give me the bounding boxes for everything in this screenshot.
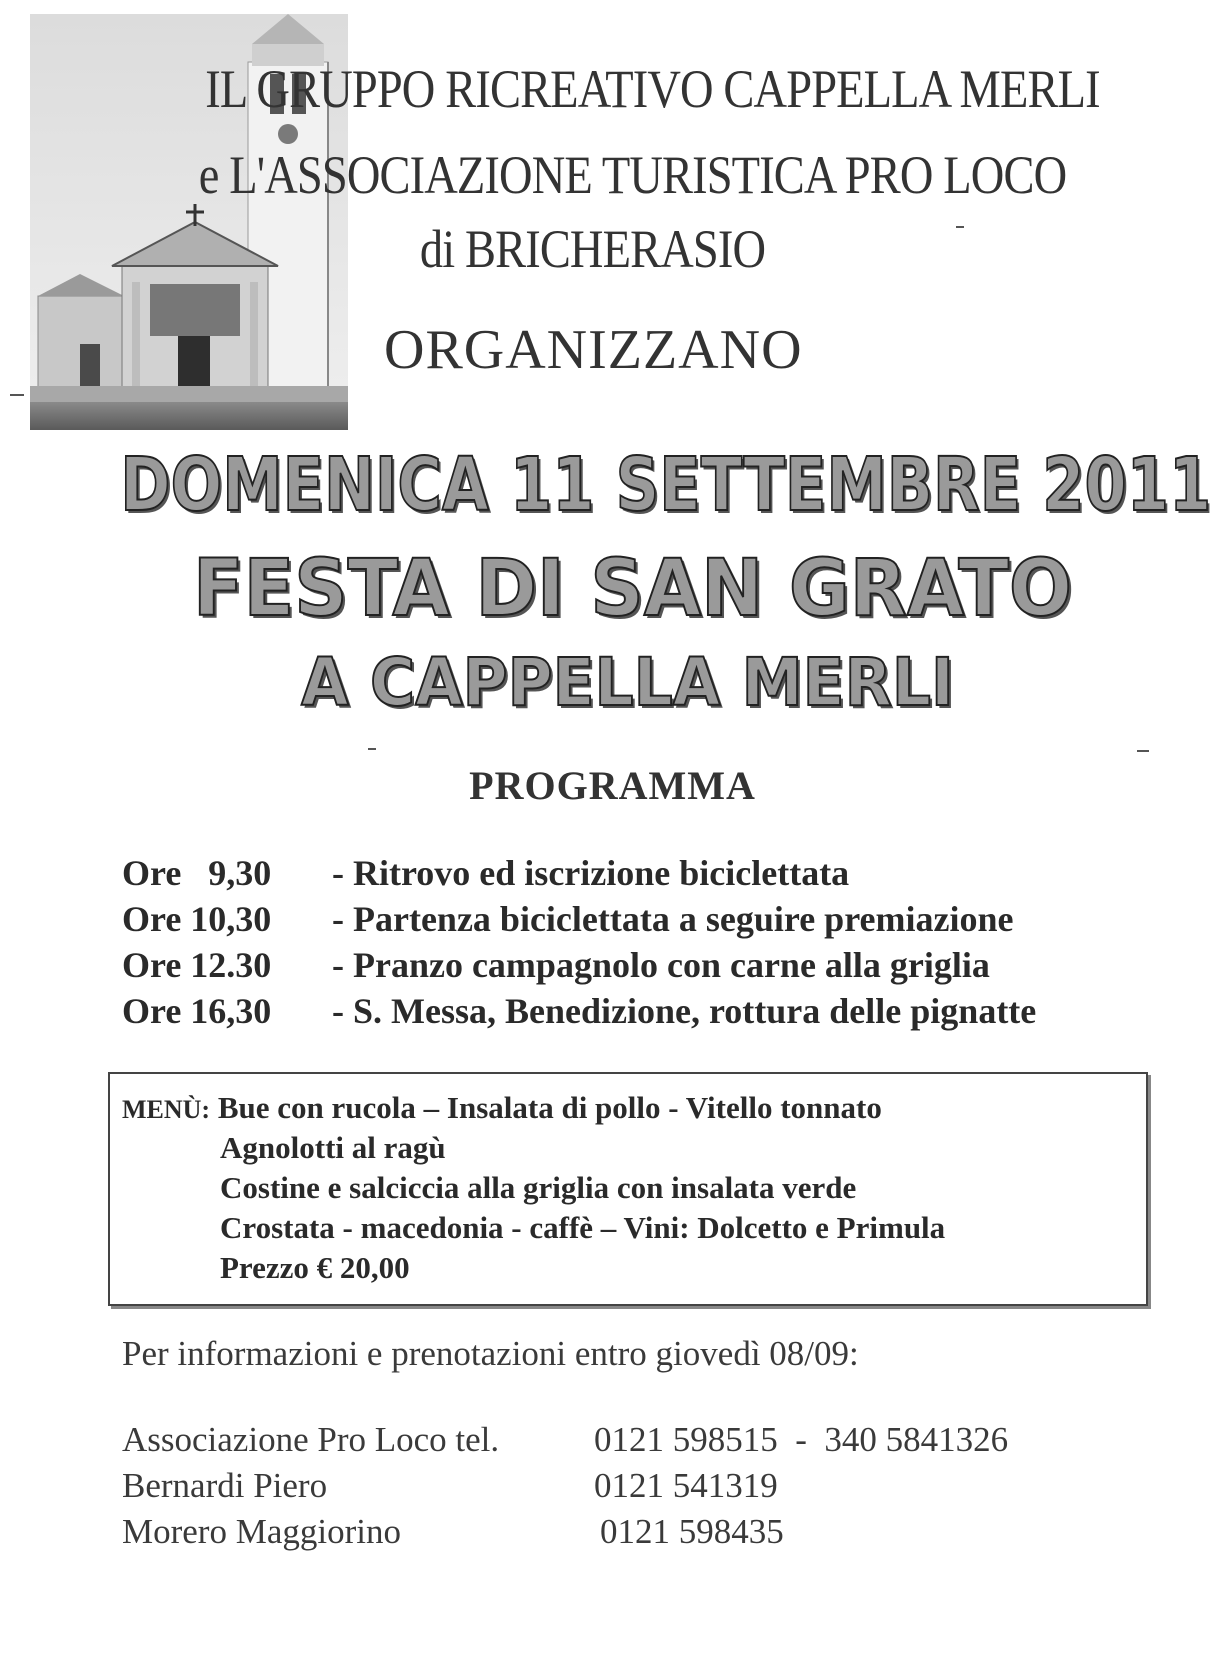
- programma-title: PROGRAMMA: [469, 763, 756, 808]
- contact-name: Associazione Pro Loco tel.: [122, 1420, 500, 1459]
- header-line-2: e L'ASSOCIAZIONE TURISTICA PRO LOCO: [198, 145, 1067, 205]
- contact-phone: 0121 598435: [600, 1512, 784, 1551]
- menu-price: Prezzo € 20,00: [220, 1250, 410, 1285]
- schedule-item: [122, 988, 1036, 1034]
- contact-phone: 0121 541319: [594, 1466, 778, 1505]
- menu-line-4: Crostata - macedonia - caffè – Vini: Dolcetto e Primula: [220, 1210, 946, 1245]
- scan-speck: [10, 394, 24, 396]
- schedule-list: [122, 850, 1036, 1034]
- menu-line-2: Agnolotti al ragù: [220, 1130, 446, 1165]
- schedule-text: - Ritrovo ed iscrizione biciclettata: [332, 853, 850, 893]
- schedule-time: Ore 16,30: [122, 991, 272, 1031]
- schedule-time: Ore 10,30: [122, 899, 272, 939]
- event-date: DOMENICA 11 SETTEMBRE 2011: [120, 442, 1212, 528]
- schedule-text: - Partenza biciclettata a seguire premiazione: [332, 899, 1014, 939]
- schedule-item: [122, 850, 1036, 896]
- schedule-time: Ore 9,30: [122, 853, 272, 893]
- header-line-3: di BRICHERASIO: [419, 219, 766, 279]
- menu-label: MENÙ:: [122, 1095, 211, 1124]
- header-line-1: IL GRUPPO RICREATIVO CAPPELLA MERLI: [205, 59, 1100, 119]
- event-title: FESTA DI SAN GRATO: [193, 544, 1072, 634]
- organizzano-heading: ORGANIZZANO: [384, 319, 803, 381]
- schedule-item: [122, 942, 1036, 988]
- schedule-time: Ore 12.30: [122, 945, 272, 985]
- menu-line-1: [122, 1090, 882, 1126]
- schedule-text: - S. Messa, Benedizione, rottura delle pignatte: [332, 991, 1037, 1031]
- contact-name: Morero Maggiorino: [122, 1512, 401, 1551]
- menu-box: [108, 1072, 1148, 1306]
- contact-name: Bernardi Piero: [122, 1466, 328, 1505]
- menu-line-3: Costine e salciccia alla griglia con insalata verde: [220, 1170, 857, 1205]
- scan-speck: [956, 226, 964, 228]
- schedule-text: - Pranzo campagnolo con carne alla griglia: [332, 945, 990, 985]
- contact-phone: 0121 598515 - 340 5841326: [594, 1420, 1009, 1459]
- scan-speck: [1137, 750, 1149, 752]
- menu-line-text: Bue con rucola – Insalata di pollo - Vitello tonnato: [217, 1090, 882, 1125]
- event-location: A CAPPELLA MERLI: [301, 644, 954, 721]
- schedule-item: [122, 896, 1036, 942]
- info-text: Per informazioni e prenotazioni entro giovedì 08/09:: [122, 1334, 859, 1373]
- scan-speck: [368, 748, 376, 750]
